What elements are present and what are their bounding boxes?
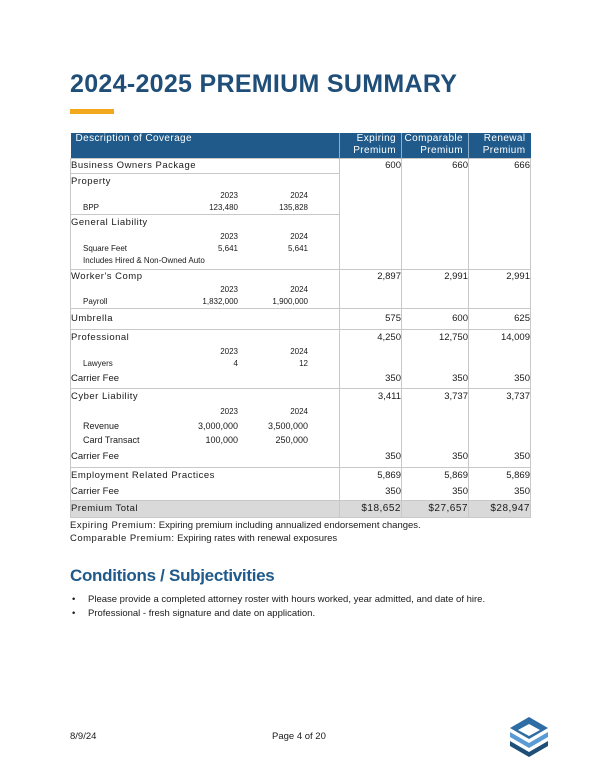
table-row xyxy=(71,484,531,501)
header-description: Description of Coverage xyxy=(71,133,340,159)
coverage-label: Employment Related Practices xyxy=(71,468,340,485)
table-row xyxy=(71,468,531,485)
renewal-value: 14,009 xyxy=(469,330,531,371)
expiring-value: 4,250 xyxy=(340,330,402,371)
total-renewal: $28,947 xyxy=(469,501,531,518)
expiring-value: 2,897 xyxy=(340,270,402,309)
footer-date: 8/9/24 xyxy=(70,731,97,742)
table-row xyxy=(71,389,531,448)
renewal-value: 666 xyxy=(469,159,531,270)
coverage-label: Cyber Liability xyxy=(71,391,139,402)
comparable-value: 5,869 xyxy=(402,468,469,485)
coverage-label: Property xyxy=(71,176,111,187)
premium-total-label: Premium Total xyxy=(71,501,340,518)
coverage-label: Umbrella xyxy=(71,309,340,330)
exposure-grid: 2023 2024 Revenue 3,000,000 3,500,000 Card Transact 100,000 250,000 xyxy=(83,407,308,445)
premium-total-row xyxy=(71,501,531,518)
renewal-value: 3,737 xyxy=(469,389,531,448)
expiring-value: 350 xyxy=(340,484,402,501)
page-title: 2024-2025 PREMIUM SUMMARY xyxy=(70,70,458,98)
expiring-value: 350 xyxy=(340,370,402,389)
bullet-icon: • xyxy=(72,608,76,619)
coverage-note: Includes Hired & Non-Owned Auto xyxy=(83,256,205,265)
expiring-value: 3,411 xyxy=(340,389,402,448)
renewal-value: 350 xyxy=(469,484,531,501)
coverage-label: Professional xyxy=(71,332,130,343)
renewal-value: 625 xyxy=(469,309,531,330)
expiring-value: 350 xyxy=(340,447,402,468)
list-item: • Professional - fresh signature and date on application. xyxy=(72,608,316,619)
expiring-value: 5,869 xyxy=(340,468,402,485)
page-number: Page 4 of 20 xyxy=(272,731,326,742)
total-expiring: $18,652 xyxy=(340,501,402,518)
table-row xyxy=(71,270,531,309)
comparable-value: 350 xyxy=(402,447,469,468)
table-row xyxy=(71,159,531,174)
table-row xyxy=(71,370,531,389)
comparable-value: 660 xyxy=(402,159,469,270)
carrier-fee-label: Carrier Fee xyxy=(71,370,340,389)
renewal-value: 5,869 xyxy=(469,468,531,485)
comparable-value: 600 xyxy=(402,309,469,330)
exposure-grid: 2023 2024 Lawyers 4 12 xyxy=(83,347,308,368)
renewal-value: 350 xyxy=(469,447,531,468)
table-header-row xyxy=(71,133,531,159)
table-row xyxy=(71,309,531,330)
header-expiring: Expiring Premium xyxy=(340,133,402,159)
note-expiring: Expiring Premium: Expiring premium including annualized endorsement changes. xyxy=(70,520,421,531)
premium-table xyxy=(70,133,531,518)
carrier-fee-label: Carrier Fee xyxy=(71,484,340,501)
exposure-grid: 2023 2024 BPP 123,480 135,828 xyxy=(83,191,308,212)
carrier-fee-label: Carrier Fee xyxy=(71,447,340,468)
title-accent-bar xyxy=(70,109,114,114)
exposure-grid: 2023 2024 Payroll 1,832,000 1,900,000 xyxy=(83,285,308,306)
header-renewal: Renewal Premium xyxy=(469,133,531,159)
expiring-value: 575 xyxy=(340,309,402,330)
comparable-value: 350 xyxy=(402,484,469,501)
header-comparable: Comparable Premium xyxy=(402,133,469,159)
coverage-label: General Liability xyxy=(71,217,148,228)
exposure-grid: 2023 2024 Square Feet 5,641 5,641 xyxy=(83,232,308,253)
premium-notes xyxy=(70,519,421,545)
renewal-value: 2,991 xyxy=(469,270,531,309)
coverage-label: Business Owners Package xyxy=(71,159,340,174)
table-row xyxy=(71,330,531,371)
conditions-heading: Conditions / Subjectivities xyxy=(70,566,275,585)
comparable-value: 350 xyxy=(402,370,469,389)
table-row xyxy=(71,447,531,468)
list-item: • Please provide a completed attorney roster with hours worked, year admitted, and date of hire. xyxy=(72,594,486,605)
company-logo-icon xyxy=(508,715,550,757)
note-comparable: Comparable Premium: Expiring rates with renewal exposures xyxy=(70,533,338,544)
bullet-icon: • xyxy=(72,594,76,605)
comparable-value: 3,737 xyxy=(402,389,469,448)
expiring-value: 600 xyxy=(340,159,402,270)
total-comparable: $27,657 xyxy=(402,501,469,518)
coverage-label: Worker's Comp xyxy=(71,271,143,282)
conditions-list xyxy=(72,593,485,621)
comparable-value: 2,991 xyxy=(402,270,469,309)
renewal-value: 350 xyxy=(469,370,531,389)
comparable-value: 12,750 xyxy=(402,330,469,371)
